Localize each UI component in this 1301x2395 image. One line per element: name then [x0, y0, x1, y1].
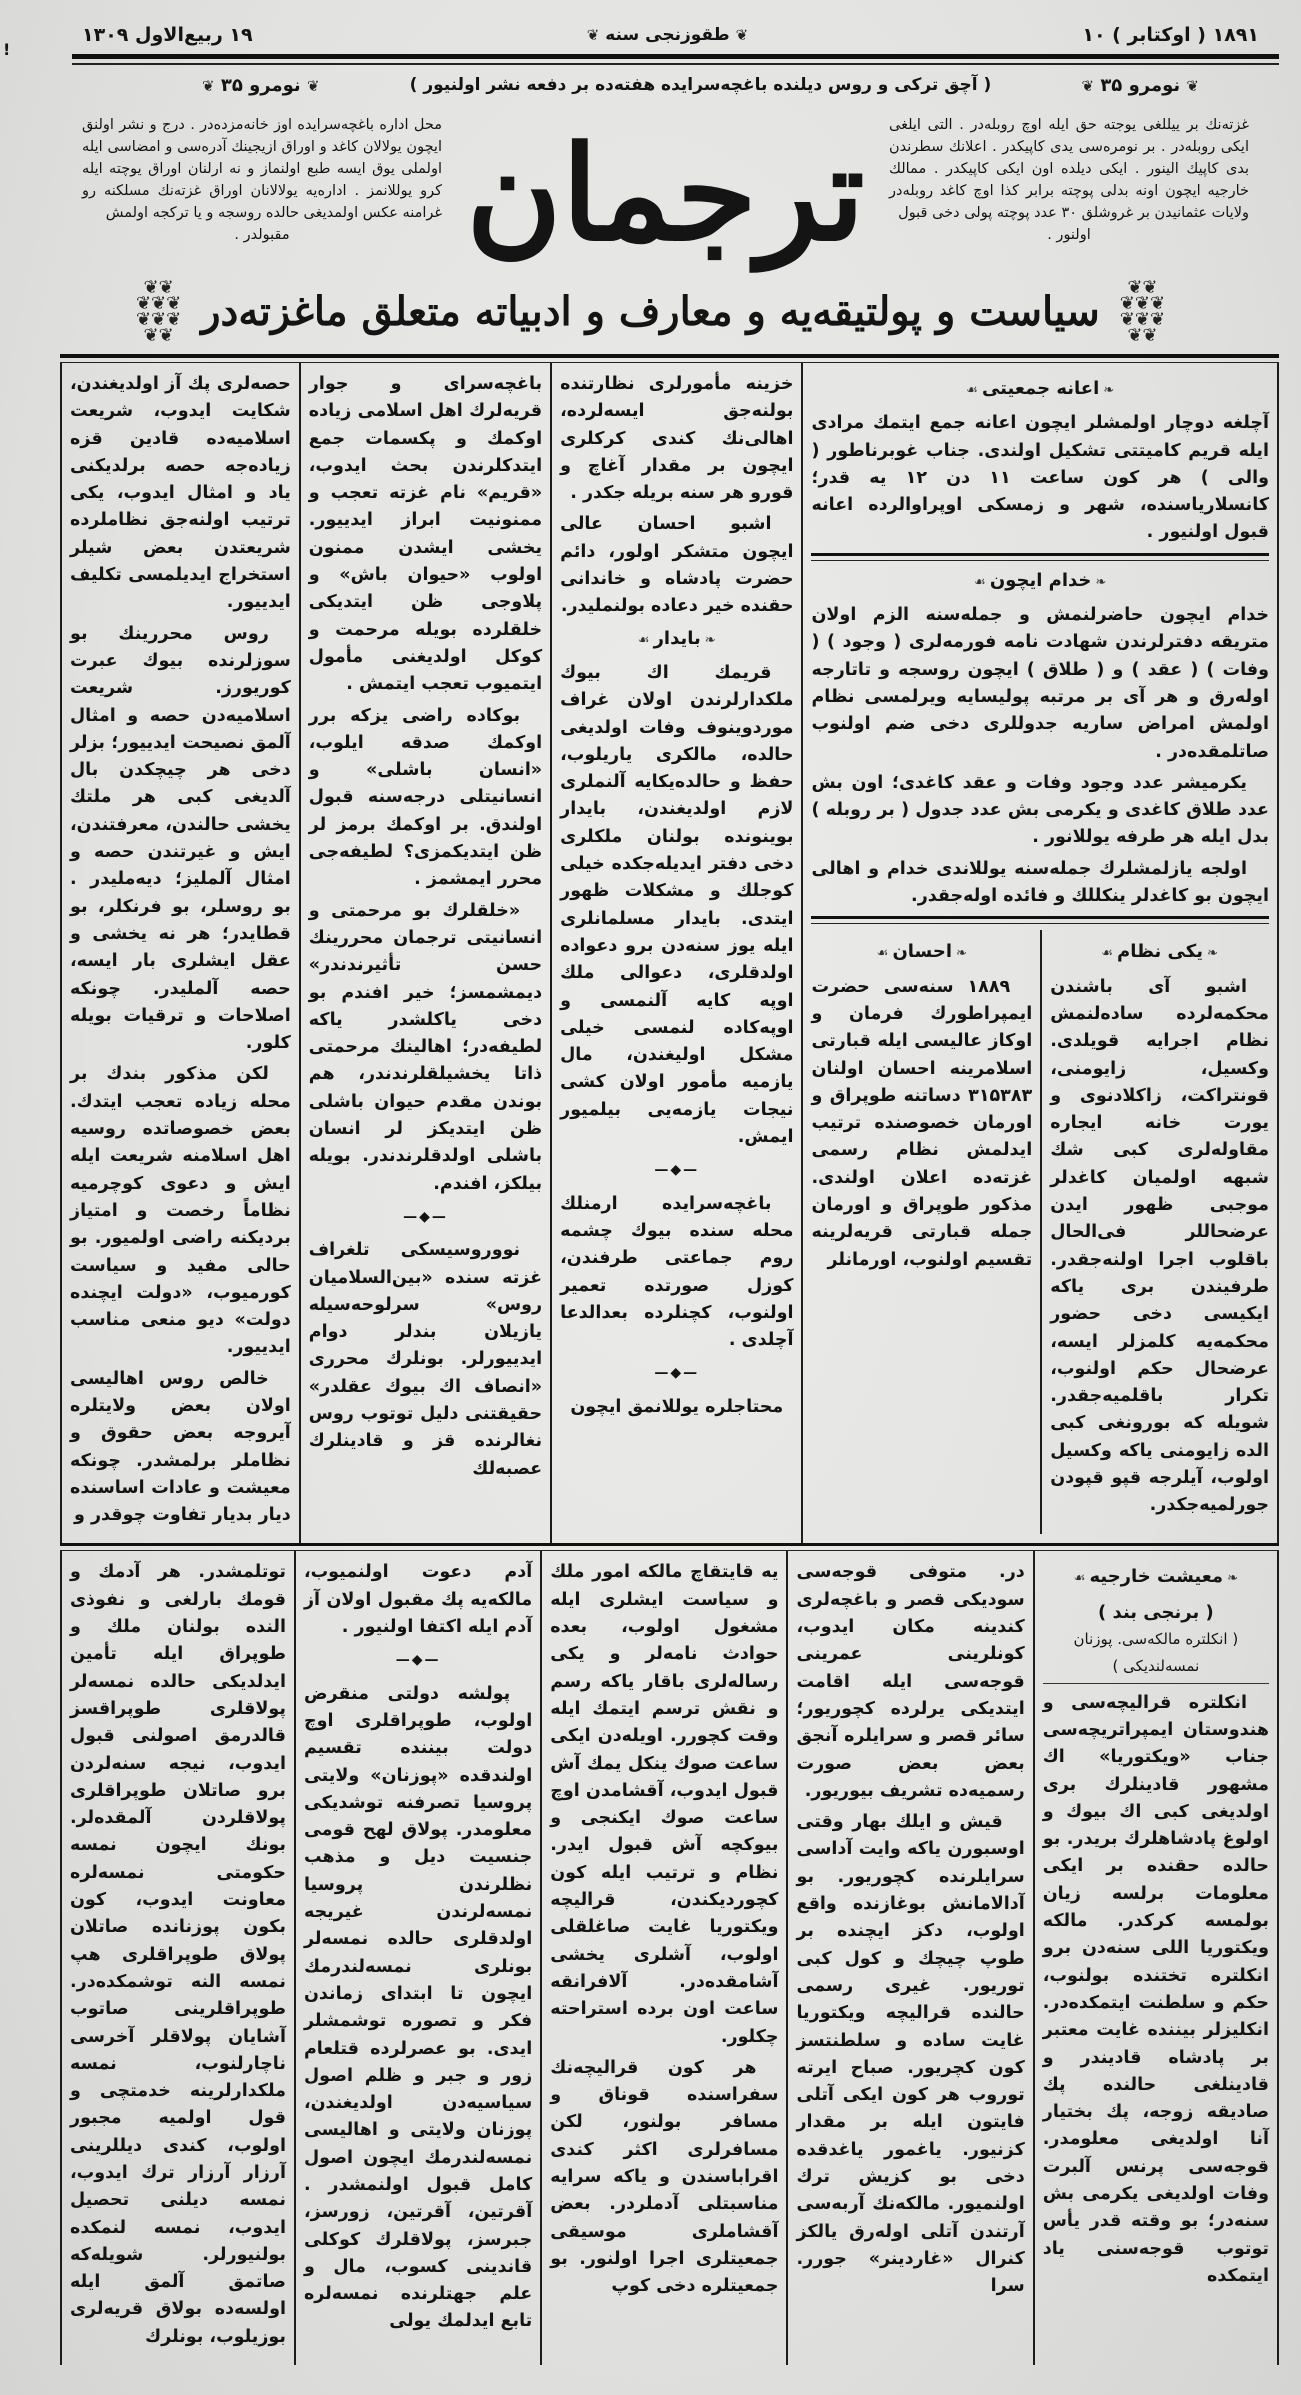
ornament-icon: ❦ — [1186, 76, 1199, 95]
bottom-column-5: توتلمشدر. هر آدمك و قومك بارلغی و نفوذی النده بولنان ملك و طوپراق ایله تأمین ایدلدیکی حالده نمسه‌لر پولاقلری طوپراقسز قالدرمق اصولنی قبول ایدوب، نیجه سنه‌لردن برو صاتلان طوپراقلری پولاقلردن آلمقده‌لر. بونك ایچون نمسه حکومتی نمسه‌لره معاونت ایدوب، کون بکون پوزنانده صاتلان پولاق طوپراقلری هپ نمسه النه توشمکده‌در. طوپراقلرینی صاتوب آشایان پولاقلر آخرسی ناچارلنوب، نمسه ملکدارلرینه خدمتچی و قول اولمیه مجبور اولوب، کندی دیللرینی آرزار آرزار ترك ایدوب، نمسه دیلنی تحصیل ایدوب، نمسه لنمکده بولنیورلر. شویله‌که صاتمق آلمق ایله اولسه‌ده بولاق قریه‌لری بوزیلوب، بونلرك — [60, 1551, 294, 2365]
issue-number-left: ❦ نومرو ۳۵ ❦ — [202, 74, 320, 96]
section-heading: ❧ اعانه جمعیتی ☙ — [966, 378, 1115, 399]
ornament-icon: ❦ — [586, 26, 600, 44]
ornament-icon: ❦ — [306, 76, 320, 95]
masthead-rule — [60, 354, 1279, 358]
ornament-icon: ❧ — [1091, 574, 1107, 590]
volume-year — [587, 25, 748, 45]
column-4: حصه‌لری پك آز اولدیغندن، شکایت ایدوب، شریعت اسلامیه‌ده قادین قزه زیاده‌جه حصه برلدیکنی یاد و امثال ایدوب، یکی ترتیب اولنه‌جق نظاملرده شریعتدن بعض شیلر استخراج ایدیلمسی تکلیف ایدییور. روس محررینك بو سوزلرنده بیوك عبرت کوریورز. شریعت اسلامیه‌دن حصه و امثال آلمق نصیحت ایدییور؛ بزلر دخی هر چیچکدن بال آلدیغی کبی هر ملتك یخشی حالندن، معرفتندن، ایش و غیرتندن حصه و امثال آلملیز؛ دیه‌ملیدر . بو روسلر، بو فرنکلر، بو قطایدر؛ هر نه یخشی و عقل ایشلری بار ایسه، حصه آلملیدر. چونکه اصلاحات و ترقیات بویله کلور. لکن مذکور بندك بر محله زیاده تعجب ایتدك. بعض خصوصاتده روسیه اهل اسلامنه شریعت ایله ایش و دعوی کوچرمیه نظاماً رخصت و امتیاز بردیکنه راضی اولمیور. بو حالی مفید و سیاست کورمیوب، «دولت ایچنده دولت» دیو منعی مناسب ایدییور. خالص روس اهالیسی اولان بعض ولایتلره آیروجه بعض حقوق و نظاملر برلمشدر. چونکه معیشت و عادات اساسنده دیار بدیار تفاوت چوقدر و — [60, 363, 299, 1543]
ornament-icon: ☙ — [1101, 946, 1118, 962]
ornament-icon: ☙ — [1073, 1571, 1090, 1587]
ornament-icon: ☙ — [966, 383, 982, 398]
page-mark: ! — [3, 40, 11, 59]
separator-icon: —◆— — [403, 1208, 448, 1225]
ornament-icon: ❦ — [202, 76, 215, 95]
ornament-icon: ☙ — [637, 632, 654, 648]
column-right-split — [803, 930, 1277, 1533]
masthead-row — [22, 96, 1279, 274]
date-hijri: ۱۹ ربیع‌الاول ۱۳۰۹ — [82, 24, 253, 46]
section-divider — [811, 553, 1269, 561]
tagline: ( آچق ترکی و روس دیلنده باغچه‌سرایده هفته‌ده بر دفعه نشر اولنیور ) — [409, 75, 992, 95]
column-right-a: ❧ یکی نظام ☙ اشبو آی باشندن محکمه‌لرده ساده‌لنمش نظام اجرایه قویلدی. وکسیل، زایومنی، قونتراکت، زاکلادنوی و یورت خانه ایجاره مقاوله‌لری کبی شك شبهه اولمیان کاغدلر موجبی ظهور ایدن عرضحاللر فی‌الحال باقلوب اجرا اولنه‌جقدر. طرفیندن بری یاکه ایکیسی دخی حضور محکمه‌یه کلمزلر ایسه، عرضحال حکم اولنوب، تکرار باقلمیه‌جقدر. شویله که بورونغی کبی الده زایومنی یاکه وکسیل اولوب، آیلرجه قپو قپودن جورلمیه‌جکدر. — [1040, 930, 1277, 1533]
ornament-icon: ❧ — [1223, 1571, 1239, 1587]
dateline — [22, 24, 1279, 46]
office-notice: محل اداره باغچه‌سرایده اوز خانه‌مزده‌در . درج و نشر اولنق ایچون یولالان کاغد و اوراق ازیجینك آدره‌سی و امضاسی ایله اولملی یوق ایسه طبع اولنماز و نه ارلنان اوراق یوچته ایله کرو یوللانمز . اداره‌یه یولالانان اوراق غزته‌نك مسلكنه رو غرامنه عکس اولمدیغی حالده روسجه و یا ترکجه اولمش مقبولدر . — [82, 116, 442, 243]
column-3: باغچه‌سرای و جوار قریه‌لرك اهل اسلامی زیاده اوکمك و پکسمات جمع ایتدکلرندن بحث ایدوب، «قریم» نام غزته تعجب و ممنونیت ابراز ایدییور. یخشی ایشدن ممنون اولوب «حیوان باش» و پلاوجی ظن ایتدیکی خلقلرده بویله مرحمت و کوکل اولدیغنی مأمول ایتمیوب تعجب ایتمش . بوکاده راضی یزکه برر اوکمك صدقه ایلوب، «انسان باشلی» و انسانیتلی درجه‌سنه قبول اولندق. بر اوکمك برمز لر ظن ایتدیکمزی؟ لطیفه‌جی محرر ایمشمز . «خلقلرك بو مرحمتی و انسانیتی ترجمان محررینك حسن تأثیرندندر» دیمشمسز؛ خیر افندم بو دخی یاکلشدر یاکه لطیفه‌در؛ اهالینك مرحمتی ذاتا یخشیلقلرندندر، هم بوندن مقدم حیوان باشلی ظن ایتدیکز لر انسان باشلی اولدقلرندندر. بویله بیلکز، افندم. —◆— نووروسیسکی تلغراف غزته سنده «بین‌السلامیان روس» سرلوحه‌سیله یازیلان بندلر دوام ایدییورلر. بونلرك محرری «انصاف اك بیوك عقلدر» حقیقتنی دلیل توتوب روس نغالرنده قز و قادینلرك عصبه‌لك — [299, 363, 550, 1543]
ornament-icon: ❦ — [1081, 76, 1095, 95]
column-right-top: ❧ اعانه جمعیتی ☙ آچلغه دوچار اولمشلر ایچون اعانه جمع ایتمك مرادی ایله قریم کامیتتی تشکیل اولندی. جناب غوبرناطور ( والی ) هر کون ساعت ۱۱ دن ۱۲ یه قدر؛ کانسلاریاسنده، شهر و زمسکی اوپراوالرده اعانه قبول اولنیور . ❧ خدام ایچون ☙ خدام ایچون حاضرلنمش و جمله‌سنه الزم اولان متریقه دفترلرندن شهادت نامه فورمه‌لری ( وجود ) ( وفات ) ( عقد ) و ( طلاق ) ایچون روسجه و تاتارجه اوله‌رق و هر آی بر مرتبه پولیسایه ویرلمسی نظام اولمش امراض ساریه جدوللری دخی ضم اولنوب صاتلمقده‌در . یکرمیشر عدد وجود وفات و عقد کاغدی؛ اون بش عدد طلاق کاغدی و یکرمی بش عدد جدول ( بر روبله ) بدل ایله هر طرفه یوللانور . اولجه یازلمشلرك جمله‌سنه یوللاندی خدام و اهالی ایچون بو کاغدلر ینکللك و فائده اوله‌جقدر. — [803, 363, 1277, 924]
subtitle-row — [22, 274, 1279, 344]
ornament-icon: ❧ — [1099, 383, 1115, 398]
section-subheading: ( برنجی بند ) — [1098, 1601, 1214, 1623]
subscription-notice: غزته‌نك بر ییللغی یوجته حق ایله اوچ روبله‌در . التی ایلغی ایکی روبله‌در . بر نومره‌سی یدی کاپیکدر . اعلانك سطرندن بدی کاپیك الینور . ایکی دیلده اون ایکی کاپیکدر . ممالك خارجیه ایچون اونه بدلی پوچته برابر کذا اوچ کاغد روبله‌در ولایات عثمانیدن بر غروشلق ۳۰ عدد پوچته پولی دخی قبول اولنور . — [889, 116, 1249, 243]
ornament-cluster-right: ❦❦ ❦❦❦ ❦❦❦ ❦❦ — [1119, 276, 1166, 346]
section-heading: ❧ یکی نظام ☙ — [1101, 941, 1218, 963]
bottom-section-rule — [60, 1543, 1279, 1551]
section-note: ( انکلتره مالکه‌سی. پوزنان نمسه‌لندیکی ) — [1043, 1626, 1269, 1684]
column-right-block — [801, 363, 1279, 1543]
year-label: طقوزنجی سنه — [605, 25, 730, 45]
ornament-icon: ❧ — [700, 632, 716, 648]
top-columns — [60, 363, 1279, 1543]
section-heading: ❧ احسان ☙ — [876, 941, 968, 963]
ornament-icon: ❧ — [1202, 946, 1218, 962]
issue-number-right: ❦ نومرو ۳۵ ❦ — [1081, 74, 1199, 96]
section-heading: ❧ خدام ایچون ☙ — [974, 569, 1107, 591]
column-2: خزینه مأمورلری نظارتنده بولنه‌جق ایسه‌لرده، اهالی‌نك کندی کرکلری ایچون بر مقدار آغاچ و قورو هر سنه بریله جکدر . اشبو احسان عالی ایچون متشکر اولور، دائم حضرت پادشاه و خاندانی حقنده خیر دعاده بولنملیدر. ❧ بایدار ☙ قریمك اك بیوك ملکدارلرندن اولان غراف موردوینوف وفات اولدیغی حالده، مالکری یاریلوب، حفظ و حالده‌یکایه آلنملری لازم اولدیغندن، بایدار بوینونده بولنان ملکلری دخی دفتر ایدیله‌جکده خیلی کوجلك و مشکلات ظهور ایتدی. بایدار مسلمانلری ایله یوز سنه‌دن برو دعواده اولدقلری، دعوالی ملك اوپه‌ کایه آلنمسی و اوپه‌کاده لنمسی خیلی مشکل اولیغندن، مال یازمیه مأمور اولان کشی نیجات یازمه‌یی بیلمیور ایمش. —◆— باغچه‌سرایده ارمنلك محله سنده بیوك چشمه روم جماعتی طرفندن، کوزل صورتده تعمیر اولنوب، کچنلرده بعدالدعا آچلدی . —◆— محتاجلره یوللانمق ایچون — [550, 363, 801, 1543]
separator-icon: —◆— — [654, 1162, 700, 1179]
bottom-columns — [60, 1551, 1279, 2365]
ornament-icon: ☙ — [974, 574, 990, 590]
bottom-column-4: آدم دعوت اولنمیوب، مالکه‌یه پك مقبول اولان آز آدم ایله اکتفا اولنیور . —◆— پولشه دولتی منقرض اولوب، طوپراقلری اوچ دولت بیننده تقسیم اولندقده «پوزنان» ولایتی پروسیا تصرفنه توشدیکی معلومدر. پولاق لهح قومی جنسیت دیل و مذهب نظلرندن پروسیا نمسه‌لرندن غیریجه اولدقلری حالده نمسه‌لر بونلری نمسه‌لندرمك ایچون تا ابتدای زماندن فکر و تصوره توشمشلر ایدی. بو عصرلرده قتلعام زور و جبر و ظلم اصول سیاسیه‌دن اولدیغندن، پوزنان ولایتی و اهالیسی نمسه‌لندرمك ایچون اصول کامل قبول اولنمشدر . آقرتین، آقرتین، زورسز، جبرسز، پولاقلرك کوکلی قاندینی کسوب، مال و علم جهتلرنده نمسه‌لره تابع ایدلمك یولی — [294, 1551, 540, 2365]
bottom-column-3: یه قایتقاچ مالکه امور ملك و سیاست ایشلری ایله مشغول اولوب، بعده حوادث نامه‌لر و یکی رساله‌لری باقار یاکه رسم و نقش ترسم ایتمك ایله وقت کچورر. اویله‌دن ایکی ساعت صوك ینکل یمك آش قبول ایدوب، آقشامدن اوچ ساعت صوك ایکنجی و بیوکچه آش قبول ایدر. نظام و ترتیب ایله کون کچوردیکندن، قرالیچه ویکتوریا غایت صاغلقلی اولوب، آشلری یخشی آشامقده‌در. آلافرانقه ساعت اون برده استراحته چکلور. هر کون قرالیچه‌نك سفراسنده قوناق و مسافر بولنور، لکن مسافرلری اکثر کندی اقراباسندن و یاکه سرایه مناسبتلی آدملردر. بعض آقشاملری موسیقی جمعیتلری اجرا اولنور. بو جمعیتلره دخی کوپ — [540, 1551, 786, 2365]
ornament-cluster-left: ❦❦ ❦❦❦ ❦❦❦ ❦❦ — [135, 276, 182, 346]
subline — [22, 65, 1279, 96]
separator-icon: —◆— — [654, 1365, 700, 1382]
section-divider — [811, 916, 1269, 924]
header-rule — [72, 54, 1279, 59]
masthead-subtitle: سیاست و پولتیقه‌یه و معارف و ادبیاته متعلق ماغزته‌در — [201, 287, 1100, 335]
bottom-column-2: در. متوفی قوجه‌سی سودیکی قصر و باغچه‌لری کندینه مکان ایدوب، کونلرینی عمرینی قوجه‌سی ایله اقامت ایتدیکی یرلرده کچوریور؛ سائر قصر و سرایلره آنجق بعض بعض صورت رسمیه‌ده تشریف بیوریور. قیش و ایلك بهار وقتی اوسبورن یاکه وایت آداسی سرایلرنده کچوریور. بو آدالامانش بوغازنده واقع اولوب، دکز ایچنده بر طوپ چیچك و کول کبی توریور. غیری رسمی حالنده قرالیچه ویکتوریا غایت ساده و سلطنتسز کون کچریور. صباح ایرته توروب هر کون ایکی آتلی فایتون ایله بر مقدار کزنیور. یاغمور یاغدقده دخی بو کزیش ترك اولنمیور. مالکه‌نك آربه‌سی آرتندن آتلی اوله‌رق یالکز کنرال «غاردینر» جورر. سرا — [786, 1551, 1032, 2365]
masthead-title: ترجمان — [466, 116, 865, 270]
section-heading: ❧ بایدار ☙ — [637, 627, 716, 649]
column-right-b: ❧ احسان ☙ ۱۸۸۹ سنه‌سی حضرت ایمپراطورك فرمان و اوکاز عالیسی ایله قبارتی اسلامرینه احسان اولنان ۳۱۵۳۸۳ دساتنه طوپراق و اورمان خصوصنده ترتیب ایدلمش نظام رسمی غزته‌ده اعلان اولندی. مذکور طوپراق و اورمان جمله قبارتی قریه‌لرینه تقسیم اولنوب، اورمانلر — [803, 930, 1040, 1533]
ornament-icon: ☙ — [876, 946, 893, 962]
section-heading: ❧ معیشت خارجیه ☙ — [1073, 1566, 1239, 1588]
ornament-icon: ❦ — [735, 26, 749, 44]
separator-icon: —◆— — [395, 1652, 441, 1669]
date-gregorian: ۱۸۹۱ ( اوکتابر ) ۱۰ — [1082, 24, 1259, 46]
ornament-icon: ❧ — [952, 946, 968, 962]
bottom-column-1: ❧ معیشت خارجیه ☙ ( برنجی بند ) ( انکلتره مالکه‌سی. پوزنان نمسه‌لندیکی ) انکلتره قرالیچه‌سی و هندوستان ایمپراتریچه‌سی جناب «ویکتوریا» اك مشهور قادینلرك بری اولدیغی کبی اك بیوك و اولوغ پادشاهلرك بریدر. بو حالده حقنده بر ایکی معلومات برلسه زیان بولمسه کرکدر. مالکه ویکتوریا اللی سنه‌دن برو انکلتره تختنده بولنوب، حکم و سلطنت ایتمکده‌در. انکلیزلر بیننده غایت معتبر بر پادشاه قادیندر و قادینلغی حالنده پك صادیقه زوجه، پك بختیار آنا اولدیغی معلومدر. قوجه‌سی پرنس آلبرت وفات اولدیغی یکرمی بش سنه‌در؛ بو وقته قدر یأس توتوب قوجه‌سنی یاد ایتمکده — [1033, 1551, 1279, 2365]
